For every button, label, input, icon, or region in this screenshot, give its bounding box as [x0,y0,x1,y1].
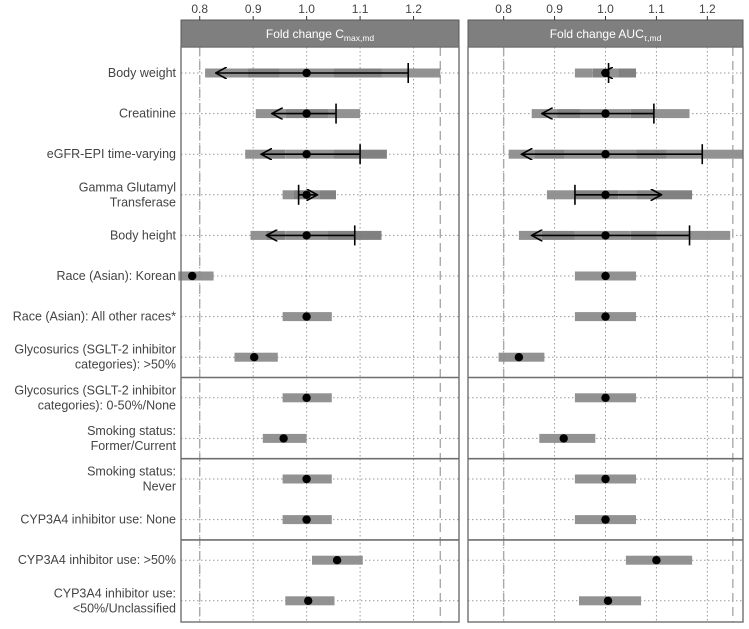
x-tick-label: 0.9 [546,2,563,16]
point-estimate [302,231,310,239]
point-estimate [560,434,568,442]
x-tick-label: 0.8 [495,2,512,16]
point-estimate [302,515,310,523]
point-estimate [604,597,612,605]
x-tick-label: 1.1 [351,2,369,16]
point-estimate [601,515,609,523]
row-label [79,180,176,209]
row-label [54,586,176,615]
ci-bar [575,69,593,78]
panel-cmax [178,2,459,622]
row-label [14,343,176,372]
point-estimate [652,556,660,564]
ci-bar [320,190,336,199]
x-tick-label: 1.0 [298,2,315,16]
point-estimate [279,434,287,442]
ci-bar [283,190,294,199]
row-label-line: Never [142,479,176,494]
point-estimate [601,272,609,280]
row-label [47,147,176,161]
row-label [14,383,176,412]
row-label-line: Glycosurics (SGLT-2 inhibitor [14,342,176,357]
row-label [13,310,176,324]
panel-title-main: Fold change AUC [549,27,644,41]
x-tick-label: 1.2 [405,2,422,16]
row-label-line: Former/Current [90,438,176,453]
row-label-line: categories): 0-50%/None [37,398,176,413]
point-estimate [302,150,310,158]
row-label-line: Transferase [109,195,176,210]
row-label-line: CYP3A4 inhibitor use: None [20,512,176,527]
point-estimate [302,312,310,320]
row-label [119,107,176,121]
ci-bar [251,231,267,240]
x-tick-label: 1.1 [648,2,665,16]
point-estimate [601,191,609,199]
x-tick-label: 1.0 [597,2,614,16]
ci-bar [618,69,636,78]
point-estimate [601,394,609,402]
row-label [110,228,177,242]
ci-bar [547,190,575,199]
row-label-line: Gamma Glutamyl [78,180,176,195]
row-label-line: <50%/Unclassified [72,601,176,616]
row-label-line: Race (Asian): All other races* [12,309,176,324]
point-estimate [515,353,523,361]
row-label [18,553,176,567]
row-label [87,465,176,494]
x-tick-label: 1.2 [699,2,716,16]
point-estimate [302,191,310,199]
point-estimate [601,150,609,158]
row-label-line: categories): >50% [74,357,176,372]
row-label-line: CYP3A4 inhibitor use: >50% [17,553,176,568]
row-label-line: Smoking status: [87,423,176,438]
x-tick-label: 0.9 [244,2,262,16]
point-estimate [302,69,310,77]
point-estimate [601,231,609,239]
row-label-line: Glycosurics (SGLT-2 inhibitor [14,383,176,398]
panel-border [181,47,459,622]
row-label [87,424,176,453]
panel-title-subscript: max,md [343,33,375,43]
point-estimate [601,312,609,320]
point-estimate [333,556,341,564]
point-estimate [601,69,609,77]
row-label-line: Smoking status: [87,464,176,479]
x-tick-label: 0.8 [191,2,209,16]
point-estimate [302,109,310,117]
panel-title-main: Fold change C [265,27,344,41]
row-label [20,513,176,527]
row-label-line: eGFR-EPI time-varying [46,147,176,162]
point-estimate [188,272,196,280]
point-estimate [601,109,609,117]
row-label-line: Body height [109,228,176,243]
row-label-line: Race (Asian): Korean [56,269,176,283]
point-estimate [304,597,312,605]
panel-auc [468,2,743,622]
point-estimate [302,475,310,483]
row-label-line: Creatinine [119,106,176,121]
ci-bar [654,109,690,118]
point-estimate [302,394,310,402]
row-label-line: Body weight [107,66,176,80]
row-label-line: CYP3A4 inhibitor use: [53,586,176,601]
panel-title-subscript: τ,md [643,33,662,43]
row-label [56,269,176,283]
point-estimate [250,353,258,361]
row-label [108,66,177,80]
point-estimate [601,475,609,483]
